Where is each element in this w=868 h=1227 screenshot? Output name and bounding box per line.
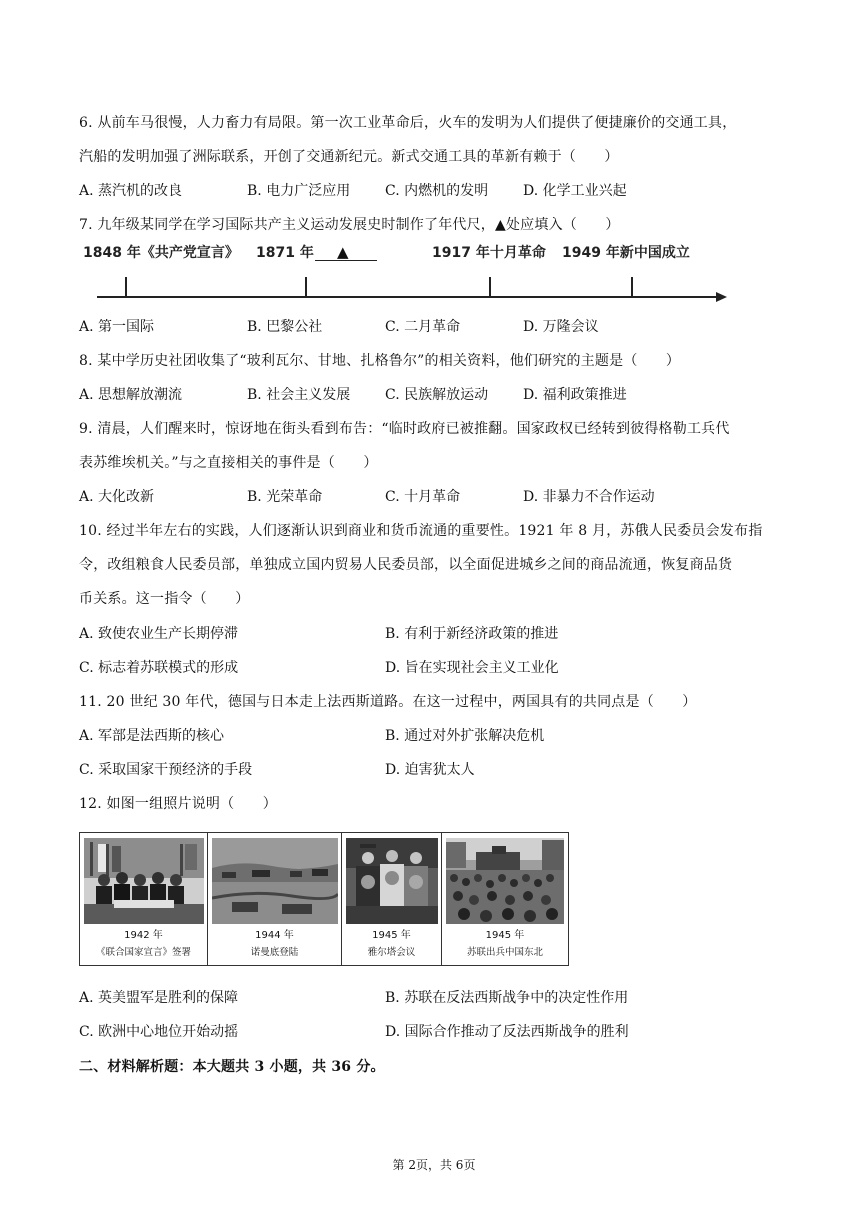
q9-option-c: C. 十月革命	[385, 489, 461, 505]
q10-stem-line3: 币关系。这一指令（ ）	[79, 591, 250, 607]
q8-option-b: B. 社会主义发展	[247, 387, 351, 403]
q7-option-d: D. 万隆会议	[523, 319, 599, 335]
q12-option-b: B. 苏联在反法西斯战争中的决定性作用	[385, 990, 629, 1006]
photo-caption: 苏联出兵中国东北	[466, 947, 543, 958]
q9-option-d: D. 非暴力不合作运动	[523, 489, 655, 505]
q7-option-b: B. 巴黎公社	[247, 319, 323, 335]
timeline-blank-marker: ▲	[337, 243, 349, 261]
q6-option-d: D. 化学工业兴起	[523, 183, 627, 199]
q6-stem-line1: 6. 从前车马很慢，人力畜力有局限。第一次工业革命后，火车的发明为人们提供了便捷廉价的交通工具，	[79, 115, 737, 131]
q8-option-c: C. 民族解放运动	[385, 387, 489, 403]
q7-option-a: A. 第一国际	[79, 319, 155, 335]
q10-option-d: D. 旨在实现社会主义工业化	[385, 660, 559, 676]
page-footer: 第 2页，共 6页	[392, 1158, 476, 1172]
q8-stem-line1: 8. 某中学历史社团收集了“玻利瓦尔、甘地、扎格鲁尔”的相关资料，他们研究的主题是（ ）	[79, 353, 681, 369]
photo-cell-1944	[208, 833, 342, 965]
photo-strip	[79, 832, 569, 966]
normandy-landing-photo	[212, 838, 338, 924]
photo-year: 1945 年	[372, 930, 411, 941]
q10-stem-line1: 10. 经过半年左右的实践，人们逐渐认识到商业和货币流通的重要性。1921 年 8 月，苏俄人民委员会发布指	[79, 523, 763, 539]
photo-caption: 雅尔塔会议	[367, 947, 416, 958]
q6-option-b: B. 电力广泛应用	[247, 183, 351, 199]
q12-option-d: D. 国际合作推动了反法西斯战争的胜利	[385, 1024, 629, 1040]
q11-option-b: B. 通过对外扩张解决危机	[385, 728, 545, 744]
section-heading: 二、材料解析题：本大题共 3 小题，共 36 分。	[79, 1059, 385, 1075]
q11-option-c: C. 采取国家干预经济的手段	[79, 762, 253, 778]
q9-stem-line1: 9. 清晨，人们醒来时，惊讶地在街头看到布告：“临时政府已被推翻。国家政权已经转到彼得格勒工兵代	[79, 421, 730, 437]
timeline-label-1949: 1949 年新中国成立	[562, 245, 690, 261]
photo-year: 1945 年	[485, 930, 525, 941]
q6-option-c: C. 内燃机的发明	[385, 183, 489, 199]
timeline-label-1848: 1848 年《共产党宣言》	[83, 245, 239, 261]
q10-option-c: C. 标志着苏联模式的形成	[79, 660, 239, 676]
photo-cell-1945-northeast	[442, 833, 568, 965]
photo-cell-1942	[80, 833, 208, 965]
q7-option-c: C. 二月革命	[385, 319, 461, 335]
q6-stem-line2: 汽船的发明加强了洲际联系，开创了交通新纪元。新式交通工具的革新有赖于（ ）	[79, 149, 619, 165]
q9-stem-line2: 表苏维埃机关。”与之直接相关的事件是（ ）	[79, 455, 378, 471]
timeline-label-1871: 1871 年	[256, 245, 314, 261]
q11-option-a: A. 军部是法西斯的核心	[79, 728, 225, 744]
photo-year: 1942 年	[124, 930, 163, 941]
timeline-figure	[79, 236, 739, 310]
q6-option-a: A. 蒸汽机的改良	[79, 183, 183, 199]
q10-option-b: B. 有利于新经济政策的推进	[385, 626, 559, 642]
q12-option-c: C. 欧洲中心地位开始动摇	[79, 1024, 239, 1040]
q9-option-a: A. 大化改新	[79, 489, 155, 505]
q10-stem-line2: 令，改组粮食人民委员部，单独成立国内贸易人民委员部，以全面促进城乡之间的商品流通，恢复商品货	[79, 557, 733, 573]
q8-option-d: D. 福利政策推进	[523, 387, 627, 403]
q10-option-a: A. 致使农业生产长期停滞	[79, 626, 239, 642]
q11-stem-line1: 11. 20 世纪 30 年代，德国与日本走上法西斯道路。在这一过程中，两国具有的共同点是（ ）	[79, 694, 697, 710]
soviet-troops-photo	[446, 838, 564, 924]
photo-cell-1945-yalta	[342, 833, 442, 965]
q12-option-a: A. 英美盟军是胜利的保障	[79, 990, 239, 1006]
declaration-signing-photo	[84, 838, 204, 924]
photo-caption: 《联合国家宣言》签署	[95, 947, 191, 958]
photo-caption: 诺曼底登陆	[250, 947, 299, 958]
q12-stem-line1: 12. 如图一组照片说明（ ）	[79, 796, 277, 812]
q9-option-b: B. 光荣革命	[247, 489, 323, 505]
timeline-label-1917: 1917 年十月革命	[432, 245, 546, 261]
q8-option-a: A. 思想解放潮流	[79, 387, 183, 403]
yalta-conference-photo	[346, 838, 438, 924]
q11-option-d: D. 迫害犹太人	[385, 762, 475, 778]
q7-stem-line1: 7. 九年级某同学在学习国际共产主义运动发展史时制作了年代尺，▲处应填入（ ）	[79, 217, 620, 233]
photo-year: 1944 年	[255, 930, 294, 941]
